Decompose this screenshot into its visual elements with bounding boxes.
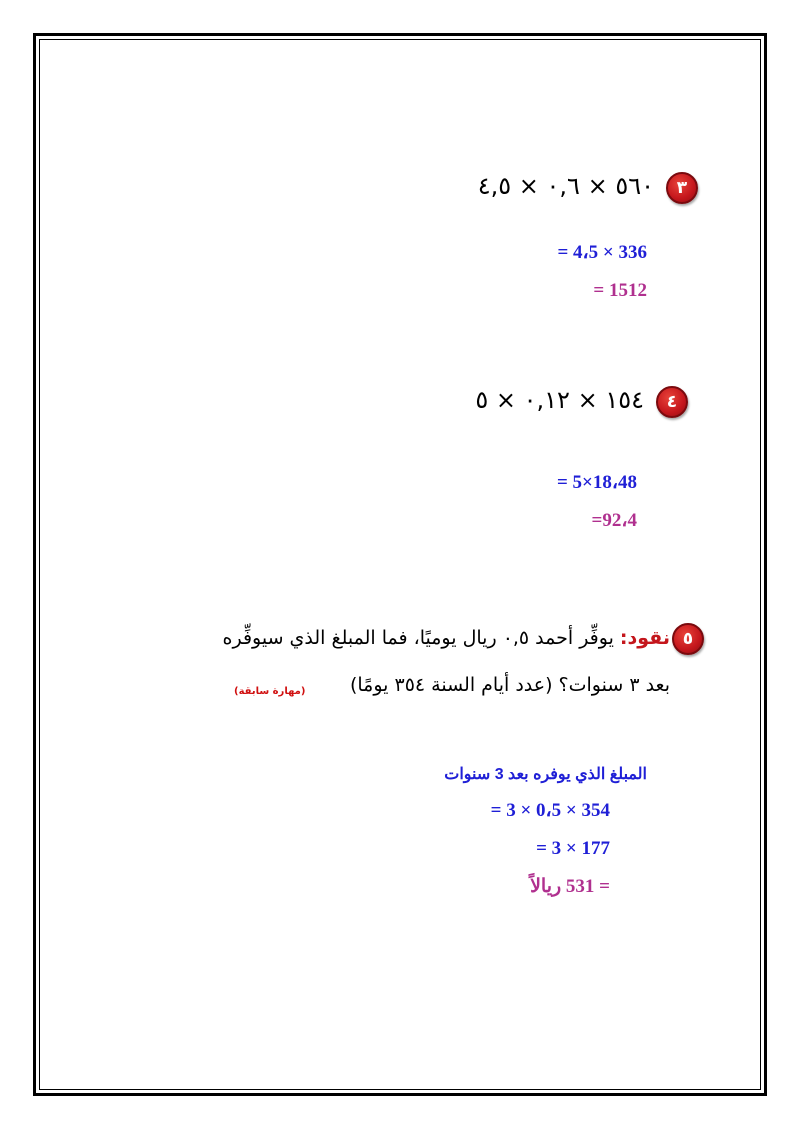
problem-5-step-3: = 531 ريالاً <box>530 876 610 897</box>
problem-5-step-1: = 3 × 0،5 × 354 <box>490 800 610 821</box>
problem-5-line-1 <box>223 627 671 649</box>
problem-3-number-badge: ٣ <box>666 172 698 204</box>
problem-4-number-badge: ٤ <box>656 386 688 418</box>
problem-4-step-1: = 5×18،48 <box>556 472 637 493</box>
skill-note-previous-skill: (مهارة سابقة) <box>234 686 306 697</box>
problem-5-number-badge: ٥ <box>672 623 704 655</box>
problem-4-step-2: =92،4 <box>591 510 637 531</box>
problem-5-label: نقود: <box>619 627 670 649</box>
problem-5-text-2: بعد ٣ سنوات؟ (عدد أيام السنة ٣٥٤ يومًا) <box>349 674 670 696</box>
problem-3-step-2: = 1512 <box>593 280 647 301</box>
problem-5-text-1: يوفِّر أحمد ٠,٥ ريال يوميًا، فما المبلغ الذي سيوفِّره <box>222 627 614 649</box>
problem-3-step-1: = 4،5 × 336 <box>557 242 647 263</box>
problem-5-line-2 <box>350 674 670 696</box>
problem-3-expression: ٥٦٠ × ٠,٦ × ٤,٥ <box>477 172 654 200</box>
problem-5-solution-heading: المبلغ الذي يوفره بعد 3 سنوات <box>444 766 647 783</box>
problem-5-step-2: = 3 × 177 <box>536 838 610 859</box>
problem-4-expression: ١٥٤ × ٠,١٢ × ٥ <box>475 386 644 414</box>
